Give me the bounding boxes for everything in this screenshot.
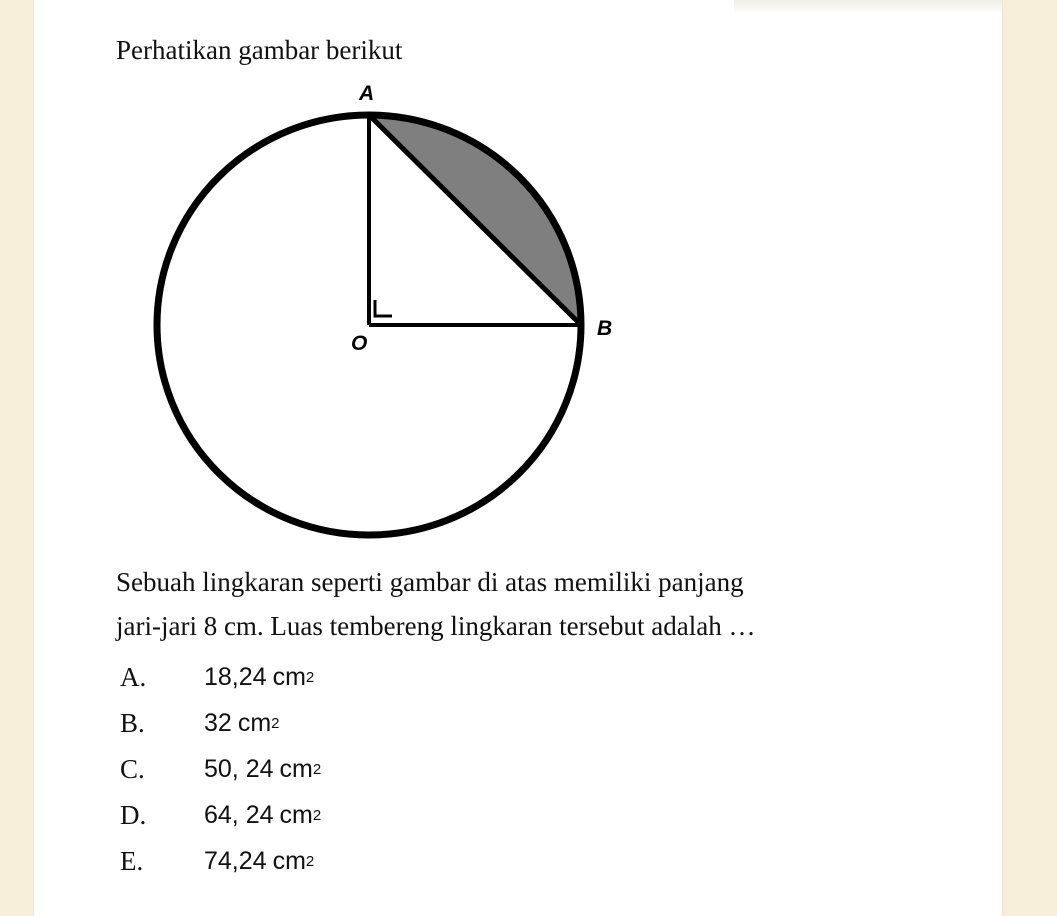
option-unit: cm [279,800,313,829]
option-value: 64, 24 [204,800,274,829]
option-letter: A. [120,661,147,692]
question-text [116,560,996,648]
question-line-2: jari-jari 8 cm. Luas tembereng lingkaran tersebut adalah … [116,611,756,641]
option-value: 32 [204,708,232,737]
option-exponent: 2 [305,852,315,870]
circle-figure [116,80,636,550]
option-exponent: 2 [312,760,322,778]
option-value: 18,24 [204,662,267,691]
right-angle-mark [375,300,392,316]
option-a[interactable] [120,654,321,700]
option-value: 50, 24 [204,754,274,783]
option-letter: E. [120,845,144,876]
question-line-1: Sebuah lingkaran seperti gambar di atas memiliki panjang [116,567,744,597]
label-o: O [351,332,368,355]
option-value: 74,24 [204,846,267,875]
option-exponent: 2 [312,806,322,824]
top-shadow [734,0,1002,14]
option-unit: cm [272,662,306,691]
option-exponent: 2 [305,668,315,686]
option-c[interactable] [120,746,321,792]
label-b: B [597,317,613,340]
option-unit: cm [237,708,272,737]
option-letter: C. [120,753,145,784]
circle-diagram [116,80,636,550]
option-d[interactable] [120,792,321,838]
document-page [33,0,1003,916]
intro-text: Perhatikan gambar berikut [116,35,403,65]
option-b[interactable] [120,700,321,746]
option-unit: cm [272,846,306,875]
answer-options [120,654,321,884]
option-unit: cm [279,754,313,783]
label-a: A [359,82,375,105]
option-e[interactable] [120,838,321,884]
option-letter: B. [120,707,145,738]
option-letter: D. [120,799,147,830]
option-exponent: 2 [271,714,280,732]
